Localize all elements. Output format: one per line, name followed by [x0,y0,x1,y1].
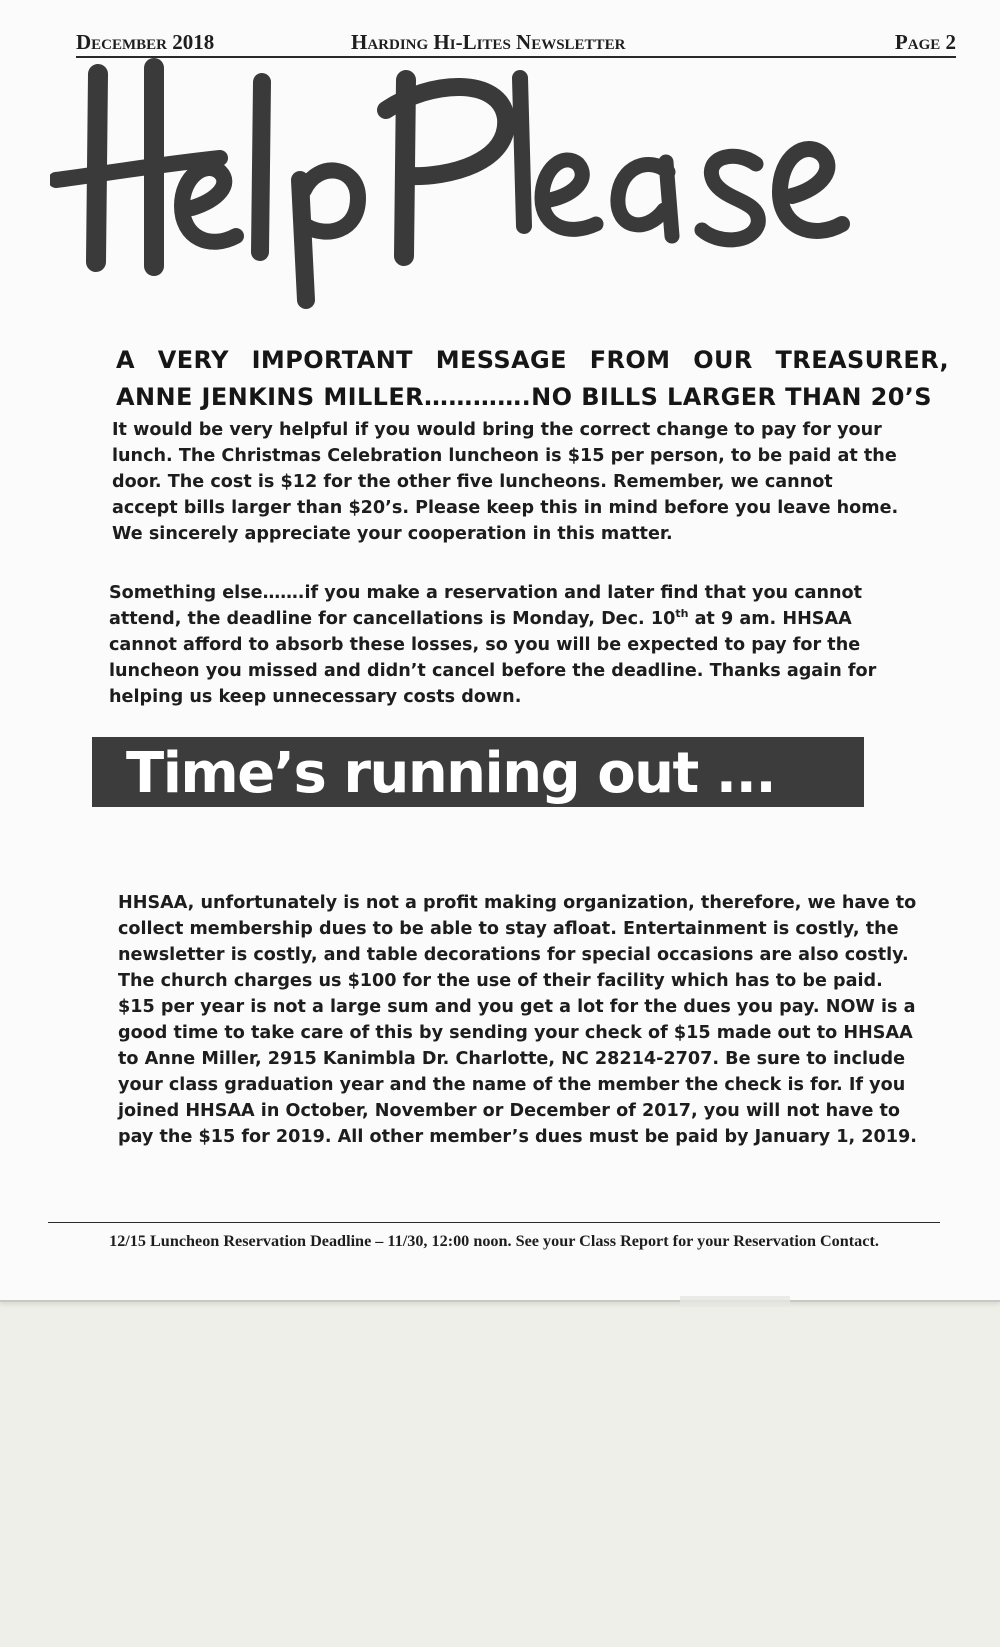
help-please-title-art [50,40,930,320]
paragraph-line: your class graduation year and the name of the member the check is for. If you [118,1075,906,1095]
paragraph-line: accept bills larger than $20’s. Please keep this in mind before you leave home. [112,498,899,518]
paragraph-line: luncheon you missed and didn’t cancel before the deadline. Thanks again for [109,661,877,681]
paragraph-line: collect membership dues to be able to stay afloat. Entertainment is costly, the [118,919,899,939]
paragraph-line: We sincerely appreciate your cooperation in this matter. [112,524,673,544]
cancellation-paragraph [109,580,876,710]
paragraph-line: helping us keep unnecessary costs down. [109,687,522,707]
paragraph-line: door. The cost is $12 for the other five luncheons. Remember, we cannot [112,472,833,492]
notice-line-2: ANNE JENKINS MILLER………….NO BILLS LARGER THAN 20’S [116,383,932,411]
paragraph-line: HHSAA, unfortunately is not a profit making organization, therefore, we have to [118,893,917,913]
paragraph-line: It would be very helpful if you would bring the correct change to pay for your [112,420,882,440]
paragraph-line: Something else…….if you make a reservation and later find that you cannot [109,583,863,603]
paragraph-line: $15 per year is not a large sum and you get a lot for the dues you pay. NOW is a [118,997,916,1017]
notice-line-1: A VERY IMPORTANT MESSAGE FROM OUR TREASURER, [116,346,950,374]
times-running-out-banner [92,737,864,807]
ordinal-suffix: th [675,607,689,621]
paragraph-line: to Anne Miller, 2915 Kanimbla Dr. Charlotte, NC 28214-2707. Be sure to include [118,1049,906,1069]
treasurer-notice-heading [116,342,949,416]
correct-change-paragraph [112,417,898,547]
paragraph-line: The church charges us $100 for the use of their facility which has to be paid. [118,971,883,991]
membership-dues-paragraph [118,890,917,1150]
tape-mark [680,1296,790,1306]
reservation-deadline-footer: 12/15 Luncheon Reservation Deadline – 11/30, 12:00 noon. See your Class Report for your Reservation Contact. [48,1222,940,1251]
header-newsletter-title: Harding Hi-Lites Newsletter [351,30,626,54]
paragraph-line: pay the $15 for 2019. All other member’s dues must be paid by January 1, 2019. [118,1127,917,1147]
paragraph-line: joined HHSAA in October, November or December of 2017, you will not have to [118,1101,901,1121]
banner-text: Time’s running out ... [126,741,776,806]
paragraph-line: lunch. The Christmas Celebration luncheon is $15 per person, to be paid at the [112,446,897,466]
paragraph-line [109,606,876,632]
paragraph-line: good time to take care of this by sending your check of $15 made out to HHSAA [118,1023,913,1043]
header-date: December 2018 [76,30,215,54]
scan-background [0,1300,1000,1647]
paragraph-line: cannot afford to absorb these losses, so you will be expected to pay for the [109,635,861,655]
help-please-marker-lettering [50,40,930,320]
paragraph-line: newsletter is costly, and table decorations for special occasions are also costly. [118,945,909,965]
header-page-number: Page 2 [894,30,956,54]
deadline-text: attend, the deadline for cancellations is Monday, Dec. 10 [109,609,676,629]
deadline-time-text: at 9 am. HHSAA [688,609,852,629]
